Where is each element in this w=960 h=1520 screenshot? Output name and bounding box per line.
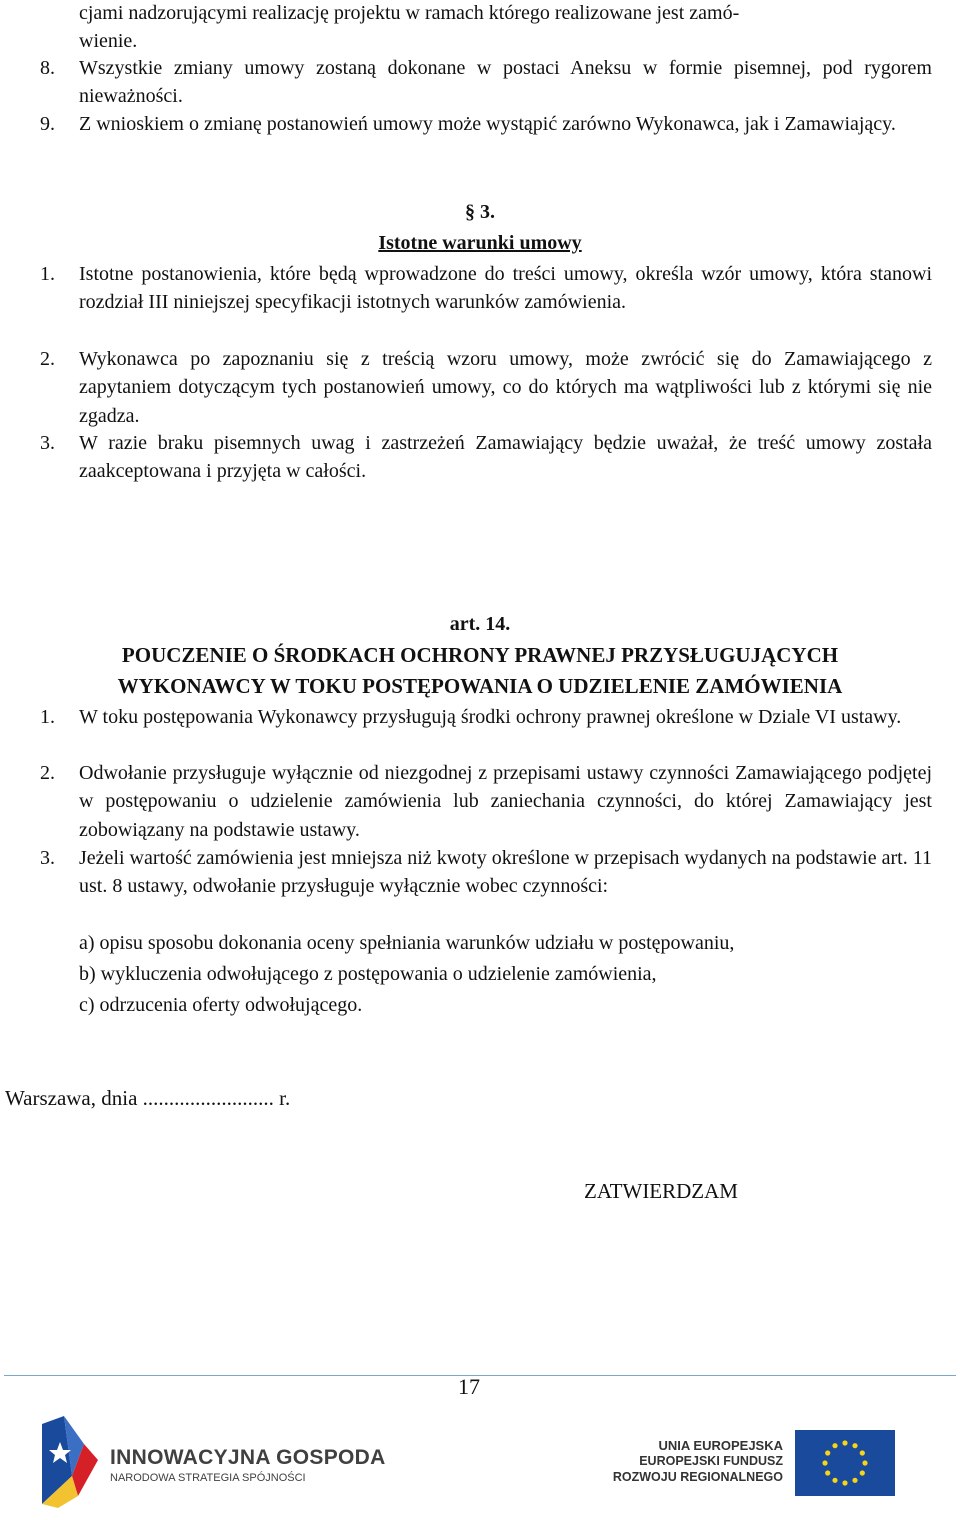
item-text: Wszystkie zmiany umowy zostaną dokonane w postaci Aneksu w formie pisemnej, pod rygorem nieważności.	[79, 57, 932, 108]
section-title: Istotne warunki umowy	[378, 232, 582, 254]
item-number: 2.	[40, 762, 55, 784]
article-heading: art. 14.	[449, 613, 511, 635]
continuation-line-1: cjami nadzorującymi realizację projektu w ramach którego realizowane jest zamó-	[79, 2, 740, 24]
item-number: 1.	[40, 706, 55, 728]
logo-left-title: INNOWACYJNA GOSPODA	[110, 1446, 386, 1469]
eu-logo-line-3: ROZWOJU REGIONALNEGO	[612, 1470, 783, 1484]
item-text: W razie braku pisemnych uwag i zastrzeżeń Zamawiający będzie uważał, że treść umowy została zaakceptowana i przyjęta w całości.	[79, 432, 932, 483]
list-item	[40, 703, 932, 731]
eu-flag-icon	[795, 1430, 895, 1496]
item-number: 3.	[40, 847, 55, 869]
item-number: 1.	[40, 263, 55, 285]
item-number: 2.	[40, 348, 55, 370]
sub-item-a: a) opisu sposobu dokonania oceny spełniania warunków udziału w postępowaniu,	[79, 932, 735, 954]
eu-logo	[612, 1430, 895, 1500]
list-item	[40, 54, 932, 111]
item-number: 9.	[40, 113, 55, 135]
innowacyjna-gospodarka-logo	[38, 1416, 386, 1511]
page-number: 17	[458, 1374, 480, 1399]
continuation-line-2: wienie.	[79, 30, 138, 53]
item-text: W toku postępowania Wykonawcy przysługują środki ochrony prawnej określone w Dziale VI ustawy.	[79, 706, 902, 728]
list-item	[40, 759, 932, 844]
approval-label: ZATWIERDZAM	[584, 1179, 738, 1203]
list-item	[40, 260, 932, 317]
list-item	[40, 429, 932, 486]
logo-left-subtitle: NARODOWA STRATEGIA SPÓJNOŚCI	[110, 1472, 306, 1484]
eu-logo-line-1: UNIA EUROPEJSKA	[658, 1438, 783, 1453]
article-title-line-2: WYKONAWCY W TOKU POSTĘPOWANIA O UDZIELENIE ZAMÓWIENIA	[117, 674, 843, 698]
continuation-text	[79, 0, 932, 56]
item-text: Wykonawca po zapoznaniu się z treścią wzoru umowy, może zwrócić się do Zamawiającego z zapytaniem dotyczącym tych postanowień umowy, co do których ma wątpliwości lub z którymi się nie zgadza.	[79, 348, 932, 427]
article-title-line-1: POUCZENIE O ŚRODKACH OCHRONY PRAWNEJ PRZYSŁUGUJĄCYCH	[121, 643, 839, 667]
list-item	[40, 844, 932, 901]
place-date: Warszawa, dnia ......................... r.	[5, 1086, 291, 1110]
sub-item-b: b) wykluczenia odwołującego z postępowania o udzielenie zamówienia,	[79, 963, 657, 985]
list-item	[40, 110, 932, 138]
item-text: Jeżeli wartość zamówienia jest mniejsza niż kwoty określone w przepisach wydanych na podstawie art. 11 ust. 8 ustawy, odwołanie przysługuje wyłącznie wobec czynności:	[79, 847, 932, 898]
sub-item-c: c) odrzucenia oferty odwołującego.	[79, 994, 363, 1016]
innovation-emblem-icon	[38, 1416, 100, 1508]
list-item	[40, 345, 932, 430]
section-symbol: § 3.	[465, 201, 495, 223]
item-text: Z wnioskiem o zmianę postanowień umowy może wystąpić zarówno Wykonawca, jak i Zamawiający.	[79, 113, 896, 135]
eu-logo-line-2: EUROPEJSKI FUNDUSZ	[639, 1454, 783, 1468]
item-number: 3.	[40, 432, 55, 454]
item-text: Odwołanie przysługuje wyłącznie od niezgodnej z przepisami ustawy czynności Zamawiającego podjętej w postępowaniu o udzielenie zamówienia lub zaniechania czynności, do której Zamawiający jest zobowiązany na podstawie ustawy.	[79, 762, 932, 841]
item-text: Istotne postanowienia, które będą wprowadzone do treści umowy, określa wzór umowy, która stanowi rozdział III niniejszej specyfikacji istotnych warunków zamówienia.	[79, 263, 932, 314]
item-number: 8.	[40, 57, 55, 79]
